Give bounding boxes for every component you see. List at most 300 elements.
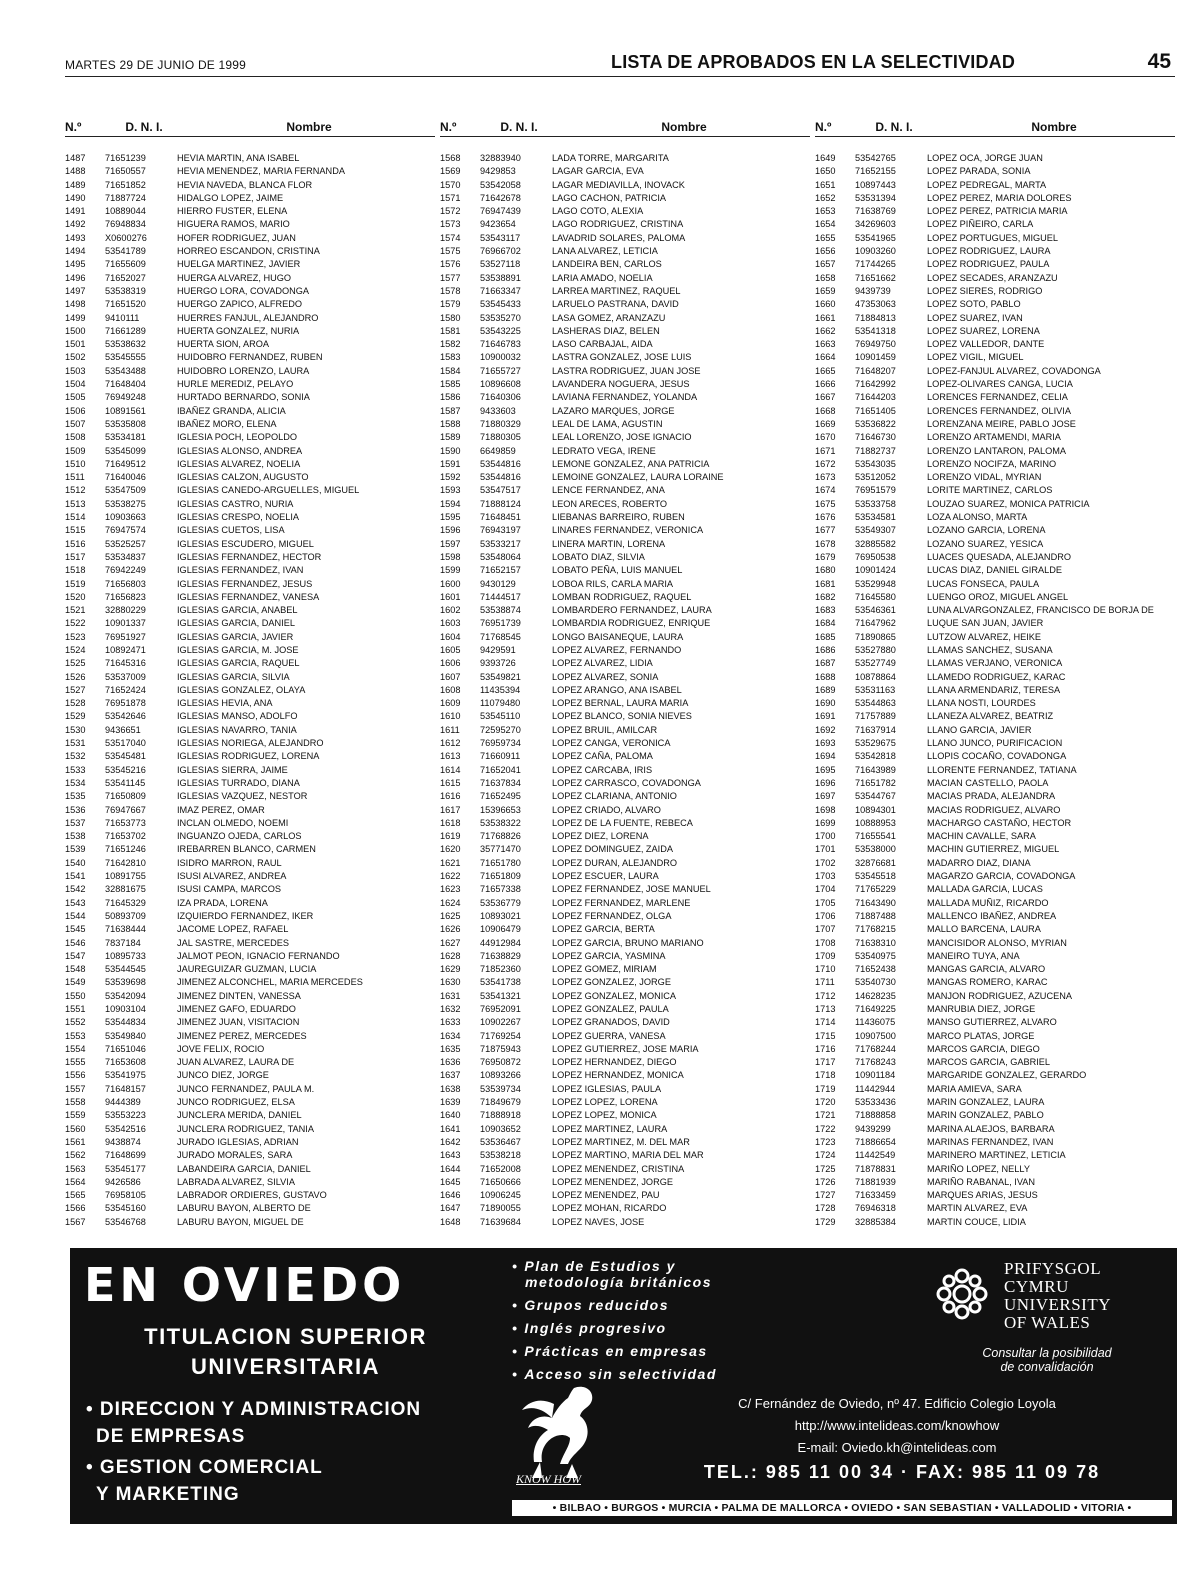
entry-dni: 76966702 xyxy=(480,246,521,257)
list-item xyxy=(65,298,435,311)
entry-dni: 71886654 xyxy=(855,1136,896,1147)
entry-dni: 71884813 xyxy=(855,312,896,323)
entry-dni: 10907500 xyxy=(855,1030,896,1041)
approved-students-listing xyxy=(65,116,1175,1228)
entry-dni: 71651405 xyxy=(855,405,896,416)
entry-number: 1518 xyxy=(65,565,86,576)
ad-features-list xyxy=(512,1258,842,1389)
entry-dni: 53538322 xyxy=(480,817,521,828)
entry-name: HORREO ESCANDON, CRISTINA xyxy=(177,246,320,257)
entry-number: 1595 xyxy=(440,512,461,523)
list-item xyxy=(815,405,1175,418)
entry-number: 1592 xyxy=(440,472,461,483)
entry-name: LAGO CACHON, PATRICIA xyxy=(552,192,667,203)
list-item xyxy=(815,790,1175,803)
entry-name: MACHIN CAVALLE, SARA xyxy=(927,831,1036,842)
entry-name: LUENGO OROZ, MIGUEL ANGEL xyxy=(927,591,1069,602)
entry-dni: 9410111 xyxy=(105,312,140,323)
list-item xyxy=(440,923,810,936)
entry-number: 1553 xyxy=(65,1030,86,1041)
entry-name: IGLESIAS TURRADO, DIANA xyxy=(177,777,300,788)
list-item xyxy=(65,1056,435,1069)
entry-number: 1637 xyxy=(440,1070,461,1081)
list-item xyxy=(815,830,1175,843)
entry-number: 1715 xyxy=(815,1030,836,1041)
list-item xyxy=(65,1123,435,1136)
entry-dni: 53538319 xyxy=(105,285,146,296)
entry-number: 1538 xyxy=(65,831,86,842)
entry-dni: 6649859 xyxy=(480,445,516,456)
entry-name: LOPEZ SUAREZ, LORENA xyxy=(927,325,1040,336)
entry-name: LOPEZ-OLIVARES CANGA, LUCIA xyxy=(927,379,1073,390)
entry-name: LOPEZ BRUIL, AMILCAR xyxy=(552,724,658,735)
entry-number: 1706 xyxy=(815,910,836,921)
entry-dni: 76948834 xyxy=(105,219,146,230)
entry-number: 1551 xyxy=(65,1004,86,1014)
entry-dni: 10903104 xyxy=(105,1004,146,1014)
list-item xyxy=(440,405,810,418)
entry-dni: 76952091 xyxy=(480,1004,521,1014)
entry-dni: 71642678 xyxy=(480,192,521,203)
entry-number: 1703 xyxy=(815,871,836,882)
entry-number: 1487 xyxy=(65,153,86,163)
entry-number: 1534 xyxy=(65,777,86,788)
entry-number: 1602 xyxy=(440,605,461,616)
entry-dni: 71663347 xyxy=(480,285,521,296)
entry-dni: 76947667 xyxy=(105,804,146,815)
list-item xyxy=(65,152,435,165)
entry-dni: 71652424 xyxy=(105,684,146,695)
entry-name: LLAMAS VERJANO, VERONICA xyxy=(927,658,1063,669)
column-header xyxy=(815,116,1175,137)
entry-dni: 53536779 xyxy=(480,897,521,908)
entry-dni: 32876681 xyxy=(855,857,896,868)
university-name: PRIFYSGOL CYMRU UNIVERSITY OF WALES xyxy=(1004,1259,1111,1332)
list-item xyxy=(815,1149,1175,1162)
entry-number: 1661 xyxy=(815,312,836,323)
entry-number: 1599 xyxy=(440,565,461,576)
entry-number: 1694 xyxy=(815,751,836,762)
entry-name: LOPEZ RODRIGUEZ, LAURA xyxy=(927,246,1051,257)
entry-dni: 71639684 xyxy=(480,1216,521,1227)
entry-dni: 9444389 xyxy=(105,1097,141,1108)
entry-name: LOPEZ GRANADOS, DAVID xyxy=(552,1017,670,1028)
entry-dni: 53535808 xyxy=(105,418,146,429)
entry-name: IGLESIAS GARCIA, DANIEL xyxy=(177,618,295,629)
entry-dni: 9426586 xyxy=(105,1176,141,1187)
entry-number: 1691 xyxy=(815,711,836,722)
entry-number: 1609 xyxy=(440,698,461,709)
entry-name: LANA ALVAREZ, LETICIA xyxy=(552,246,658,257)
entry-name: LAGO COTO, ALEXIA xyxy=(552,206,644,217)
entry-name: JALMOT PEON, IGNACIO FERNANDO xyxy=(177,950,340,961)
entry-name: MANCISIDOR ALONSO, MYRIAN xyxy=(927,937,1067,948)
entry-name: IGLESIAS GONZALEZ, OLAYA xyxy=(177,684,306,695)
entry-dni: 9393726 xyxy=(480,658,516,669)
list-item xyxy=(440,604,810,617)
entry-name: LEMOINE GONZALEZ, LAURA LORAINE xyxy=(552,472,724,483)
list-item xyxy=(440,551,810,564)
header-name: Nombre xyxy=(1031,120,1077,134)
entry-dni: 53545216 xyxy=(105,764,146,775)
entry-name: MANJON RODRIGUEZ, AZUCENA xyxy=(927,990,1072,1001)
entry-name: INCLAN OLMEDO, NOEMI xyxy=(177,817,289,828)
entry-number: 1664 xyxy=(815,352,836,363)
entry-number: 1521 xyxy=(65,605,86,616)
entry-name: LOPEZ MENENDEZ, CRISTINA xyxy=(552,1163,685,1174)
entry-name: LOPEZ GUTIERREZ, JOSE MARIA xyxy=(552,1043,699,1054)
entry-number: 1645 xyxy=(440,1176,461,1187)
entry-dni: 71652027 xyxy=(105,272,146,283)
entry-dni: 53527749 xyxy=(855,658,896,669)
entry-name: LOPEZ BLANCO, SONIA NIEVES xyxy=(552,711,692,722)
entry-dni: 10902267 xyxy=(480,1017,521,1028)
entry-number: 1649 xyxy=(815,153,836,163)
list-item xyxy=(815,351,1175,364)
list-item xyxy=(815,950,1175,963)
entry-name: LASTRA GONZALEZ, JOSE LUIS xyxy=(552,352,692,363)
entry-number: 1711 xyxy=(815,977,835,988)
entry-dni: 71651780 xyxy=(480,857,521,868)
entry-number: 1642 xyxy=(440,1136,461,1147)
list-item xyxy=(65,1202,435,1215)
entry-dni: 11436075 xyxy=(855,1017,896,1028)
list-item xyxy=(815,1016,1175,1029)
entry-number: 1663 xyxy=(815,339,836,350)
list-item xyxy=(440,538,810,551)
entry-name: LINARES FERNANDEZ, VERONICA xyxy=(552,525,704,536)
list-item xyxy=(440,1016,810,1029)
entry-number: 1673 xyxy=(815,472,836,483)
entry-dni: 32885582 xyxy=(855,538,896,549)
entry-number: 1640 xyxy=(440,1110,461,1121)
list-item xyxy=(440,1136,810,1149)
entry-name: MARINA ALAEJOS, BARBARA xyxy=(927,1123,1055,1134)
list-item xyxy=(815,312,1175,325)
entry-number: 1515 xyxy=(65,525,86,536)
entry-name: LOPEZ OCA, JORGE JUAN xyxy=(927,153,1043,163)
entry-name: LOPEZ GARCIA, YASMINA xyxy=(552,950,666,961)
ad-feature: • Acceso sin selectividad xyxy=(512,1366,717,1382)
entry-number: 1584 xyxy=(440,365,461,376)
entry-number: 1496 xyxy=(65,272,86,283)
entry-dni: 53529948 xyxy=(855,578,896,589)
list-item xyxy=(440,218,810,231)
entry-number: 1682 xyxy=(815,591,836,602)
entry-name: JIMENEZ GAFO, EDUARDO xyxy=(177,1004,296,1014)
entry-dni: 53542765 xyxy=(855,153,896,163)
entry-name: IREBARREN BLANCO, CARMEN xyxy=(177,844,316,855)
entry-name: LAZARO MARQUES, JORGE xyxy=(552,405,675,416)
entry-name: IGLESIAS ALVAREZ, NOELIA xyxy=(177,458,301,469)
entry-number: 1544 xyxy=(65,910,86,921)
entry-name: JUNCO FERNANDEZ, PAULA M. xyxy=(177,1083,315,1094)
entry-number: 1571 xyxy=(440,192,461,203)
entry-dni: 9433603 xyxy=(480,405,516,416)
entry-name: LOPEZ HERNANDEZ, DIEGO xyxy=(552,1057,677,1068)
list-item xyxy=(65,218,435,231)
entry-name: HUERGO ZAPICO, ALFREDO xyxy=(177,299,303,310)
entry-dni: 71647962 xyxy=(855,618,896,629)
entry-number: 1559 xyxy=(65,1110,86,1121)
university-crest-icon xyxy=(930,1262,994,1326)
entry-dni: 50893709 xyxy=(105,910,146,921)
entry-name: MACIAN CASTELLO, PAOLA xyxy=(927,777,1049,788)
entry-number: 1714 xyxy=(815,1017,836,1028)
ad-course-line: • DIRECCION Y ADMINISTRACION xyxy=(86,1399,422,1420)
entry-number: 1616 xyxy=(440,791,461,802)
list-item xyxy=(815,1163,1175,1176)
entry-dni: 71651246 xyxy=(105,844,146,855)
list-item xyxy=(815,445,1175,458)
list-item xyxy=(440,750,810,763)
entry-name: LORENZO VIDAL, MYRIAN xyxy=(927,472,1042,483)
entry-dni: 32883940 xyxy=(480,153,521,163)
entry-name: LOPEZ PARADA, SONIA xyxy=(927,166,1031,177)
entry-name: HUERGO LORA, COVADONGA xyxy=(177,285,310,296)
entry-number: 1527 xyxy=(65,684,86,695)
entry-name: HOFER RODRIGUEZ, JUAN xyxy=(177,232,296,243)
entry-dni: 53547517 xyxy=(480,485,521,496)
list-item xyxy=(65,1016,435,1029)
entry-name: LOPEZ CANGA, VERONICA xyxy=(552,738,671,749)
list-item xyxy=(65,391,435,404)
list-item xyxy=(815,1216,1175,1228)
entry-number: 1678 xyxy=(815,538,836,549)
entry-number: 1610 xyxy=(440,711,461,722)
list-item xyxy=(65,883,435,896)
list-item xyxy=(815,232,1175,245)
entry-name: LAGO RODRIGUEZ, CRISTINA xyxy=(552,219,684,230)
entry-number: 1627 xyxy=(440,937,461,948)
list-item xyxy=(440,498,810,511)
entry-number: 1505 xyxy=(65,392,86,403)
list-item xyxy=(440,1030,810,1043)
entry-name: INGUANZO OJEDA, CARLOS xyxy=(177,831,302,842)
entry-name: LLANEZA ALVAREZ, BEATRIZ xyxy=(927,711,1054,722)
entry-dni: 71655541 xyxy=(855,831,896,842)
entry-dni: 10892471 xyxy=(105,644,146,655)
entry-dni: 53538891 xyxy=(480,272,521,283)
list-item xyxy=(65,484,435,497)
list-item xyxy=(65,631,435,644)
school-name: KNOW HOW xyxy=(516,1472,581,1486)
entry-number: 1708 xyxy=(815,937,836,948)
entry-dni: 71875943 xyxy=(480,1043,521,1054)
entry-number: 1547 xyxy=(65,950,86,961)
entry-name: IBAÑEZ GRANDA, ALICIA xyxy=(177,405,286,416)
entry-number: 1506 xyxy=(65,405,86,416)
list-item xyxy=(440,976,810,989)
list-item xyxy=(440,1109,810,1122)
entry-dni: 71652041 xyxy=(480,764,521,775)
entry-number: 1530 xyxy=(65,724,86,735)
list-item xyxy=(65,378,435,391)
entry-number: 1707 xyxy=(815,924,836,935)
entry-dni: 71651662 xyxy=(855,272,896,283)
list-item xyxy=(65,697,435,710)
entry-dni: 71655727 xyxy=(480,365,521,376)
entry-number: 1536 xyxy=(65,804,86,815)
entry-dni: 71649225 xyxy=(855,1004,896,1014)
entry-number: 1587 xyxy=(440,405,461,416)
page-header xyxy=(65,46,1175,77)
entry-name: MACIAS PRADA, ALEJANDRA xyxy=(927,791,1056,802)
list-item xyxy=(65,445,435,458)
entry-number: 1576 xyxy=(440,259,461,270)
entry-name: LOZANO GARCIA, LORENA xyxy=(927,525,1046,536)
entry-name: LOUZAO SUAREZ, MONICA PATRICIA xyxy=(927,498,1090,509)
entry-dni: 10903663 xyxy=(105,512,146,523)
entry-dni: 71656803 xyxy=(105,578,146,589)
entry-number: 1653 xyxy=(815,206,836,217)
list-item xyxy=(440,524,810,537)
school-locations: • BILBAO • BURGOS • MURCIA • PALMA DE MALLORCA • OVIEDO • SAN SEBASTIAN • VALLADOLID • VITORIA • xyxy=(512,1500,1172,1516)
entry-dni: 11442549 xyxy=(855,1150,896,1161)
list-item xyxy=(440,378,810,391)
list-item xyxy=(65,604,435,617)
entry-number: 1598 xyxy=(440,551,461,562)
entry-number: 1543 xyxy=(65,897,86,908)
entry-number: 1700 xyxy=(815,831,836,842)
entry-number: 1512 xyxy=(65,485,86,496)
entry-number: 1535 xyxy=(65,791,86,802)
list-item xyxy=(440,1216,810,1228)
list-item xyxy=(815,378,1175,391)
entry-dni: 71646783 xyxy=(480,339,521,350)
entry-dni: 53539734 xyxy=(480,1083,521,1094)
entry-name: JIMENEZ JUAN, VISITACION xyxy=(177,1017,300,1028)
entry-dni: 10896608 xyxy=(480,379,521,390)
list-item xyxy=(815,750,1175,763)
list-item xyxy=(65,764,435,777)
entry-name: IGLESIAS NAVARRO, TANIA xyxy=(177,724,297,735)
entry-name: MARIÑO RABANAL, IVAN xyxy=(927,1176,1036,1187)
list-item xyxy=(440,644,810,657)
entry-dni: 71640046 xyxy=(105,472,146,483)
list-item xyxy=(65,937,435,950)
column-header xyxy=(440,116,810,137)
entry-name: LOPEZ FERNANDEZ, OLGA xyxy=(552,910,672,921)
entry-number: 1504 xyxy=(65,379,86,390)
entry-dni: 71653702 xyxy=(105,831,146,842)
entry-name: IGLESIAS FERNANDEZ, HECTOR xyxy=(177,551,322,562)
list-item xyxy=(815,923,1175,936)
entry-number: 1628 xyxy=(440,950,461,961)
entry-number: 1657 xyxy=(815,259,836,270)
list-item xyxy=(65,710,435,723)
entry-dni: 53543117 xyxy=(480,232,521,243)
list-item xyxy=(815,604,1175,617)
entry-dni: 76949750 xyxy=(855,339,896,350)
entry-number: 1542 xyxy=(65,884,86,895)
entry-dni: 9423654 xyxy=(480,219,516,230)
entry-number: 1566 xyxy=(65,1203,86,1214)
entry-dni: 53549307 xyxy=(855,525,896,536)
entry-dni: 53541975 xyxy=(105,1070,146,1081)
entry-dni: 53545433 xyxy=(480,299,521,310)
entry-name: LORENCES FERNANDEZ, CELIA xyxy=(927,392,1068,403)
entry-dni: 53538218 xyxy=(480,1150,521,1161)
entry-number: 1570 xyxy=(440,179,461,190)
entry-dni: 53541145 xyxy=(105,777,146,788)
list-item xyxy=(440,312,810,325)
list-item xyxy=(440,1202,810,1215)
entry-number: 1631 xyxy=(440,990,461,1001)
list-item xyxy=(65,258,435,271)
entry-dni: 10878864 xyxy=(855,671,896,682)
list-item xyxy=(440,1003,810,1016)
entry-dni: 53512052 xyxy=(855,472,896,483)
entry-name: LOPEZ DOMINGUEZ, ZAIDA xyxy=(552,844,673,855)
entry-number: 1513 xyxy=(65,498,86,509)
entry-number: 1668 xyxy=(815,405,836,416)
entry-number: 1489 xyxy=(65,179,86,190)
entry-name: LOMBARDIA RODRIGUEZ, ENRIQUE xyxy=(552,618,711,629)
list-item xyxy=(815,498,1175,511)
entry-name: IGLESIAS CANEDO-ARGUELLES, MIGUEL xyxy=(177,485,360,496)
entry-name: LABURU BAYON, MIGUEL DE xyxy=(177,1216,304,1227)
entry-number: 1656 xyxy=(815,246,836,257)
list-item xyxy=(65,471,435,484)
entry-dni: 71661289 xyxy=(105,325,146,336)
entry-name: MANGAS ROMERO, KARAC xyxy=(927,977,1048,988)
entry-name: ISUSI ALVAREZ, ANDREA xyxy=(177,871,287,882)
entry-number: 1590 xyxy=(440,445,461,456)
entry-number: 1516 xyxy=(65,538,86,549)
list-item xyxy=(440,617,810,630)
entry-dni: 53533758 xyxy=(855,498,896,509)
entry-number: 1520 xyxy=(65,591,86,602)
entry-number: 1651 xyxy=(815,179,836,190)
entry-name: LOZANO SUAREZ, YESICA xyxy=(927,538,1044,549)
entry-number: 1630 xyxy=(440,977,461,988)
entry-number: 1493 xyxy=(65,232,86,243)
entry-dni: 53538874 xyxy=(480,605,521,616)
entry-dni: 71651239 xyxy=(105,153,146,163)
entry-name: IGLESIAS NORIEGA, ALEJANDRO xyxy=(177,738,324,749)
list-item xyxy=(815,551,1175,564)
entry-number: 1529 xyxy=(65,711,86,722)
list-item xyxy=(65,179,435,192)
entry-number: 1705 xyxy=(815,897,836,908)
entry-name: LOPEZ MENENDEZ, JORGE xyxy=(552,1176,673,1187)
entry-dni: 53544545 xyxy=(105,964,146,975)
list-item xyxy=(440,578,810,591)
entry-name: LOPEZ GUERRA, VANESA xyxy=(552,1030,666,1041)
entry-dni: 53541321 xyxy=(480,990,521,1001)
list-item xyxy=(65,671,435,684)
list-item xyxy=(65,1083,435,1096)
list-item xyxy=(440,1123,810,1136)
list-item xyxy=(440,471,810,484)
entry-name: LLANA ARMENDARIZ, TERESA xyxy=(927,684,1061,695)
entry-number: 1608 xyxy=(440,684,461,695)
entry-name: MALLENCO IBAÑEZ, ANDREA xyxy=(927,910,1057,921)
entry-number: 1539 xyxy=(65,844,86,855)
entry-number: 1524 xyxy=(65,644,86,655)
entry-name: MARGARIDE GONZALEZ, GERARDO xyxy=(927,1070,1087,1081)
list-item xyxy=(440,245,810,258)
list-item xyxy=(440,843,810,856)
list-item xyxy=(440,1189,810,1202)
entry-number: 1561 xyxy=(65,1136,86,1147)
entry-name: LAVIANA FERNANDEZ, YOLANDA xyxy=(552,392,698,403)
ad-feature: • Grupos reducidos xyxy=(512,1297,669,1313)
list-column-3 xyxy=(815,116,1175,1228)
entry-dni: 53544834 xyxy=(105,1017,146,1028)
entry-dni: 71890865 xyxy=(855,631,896,642)
